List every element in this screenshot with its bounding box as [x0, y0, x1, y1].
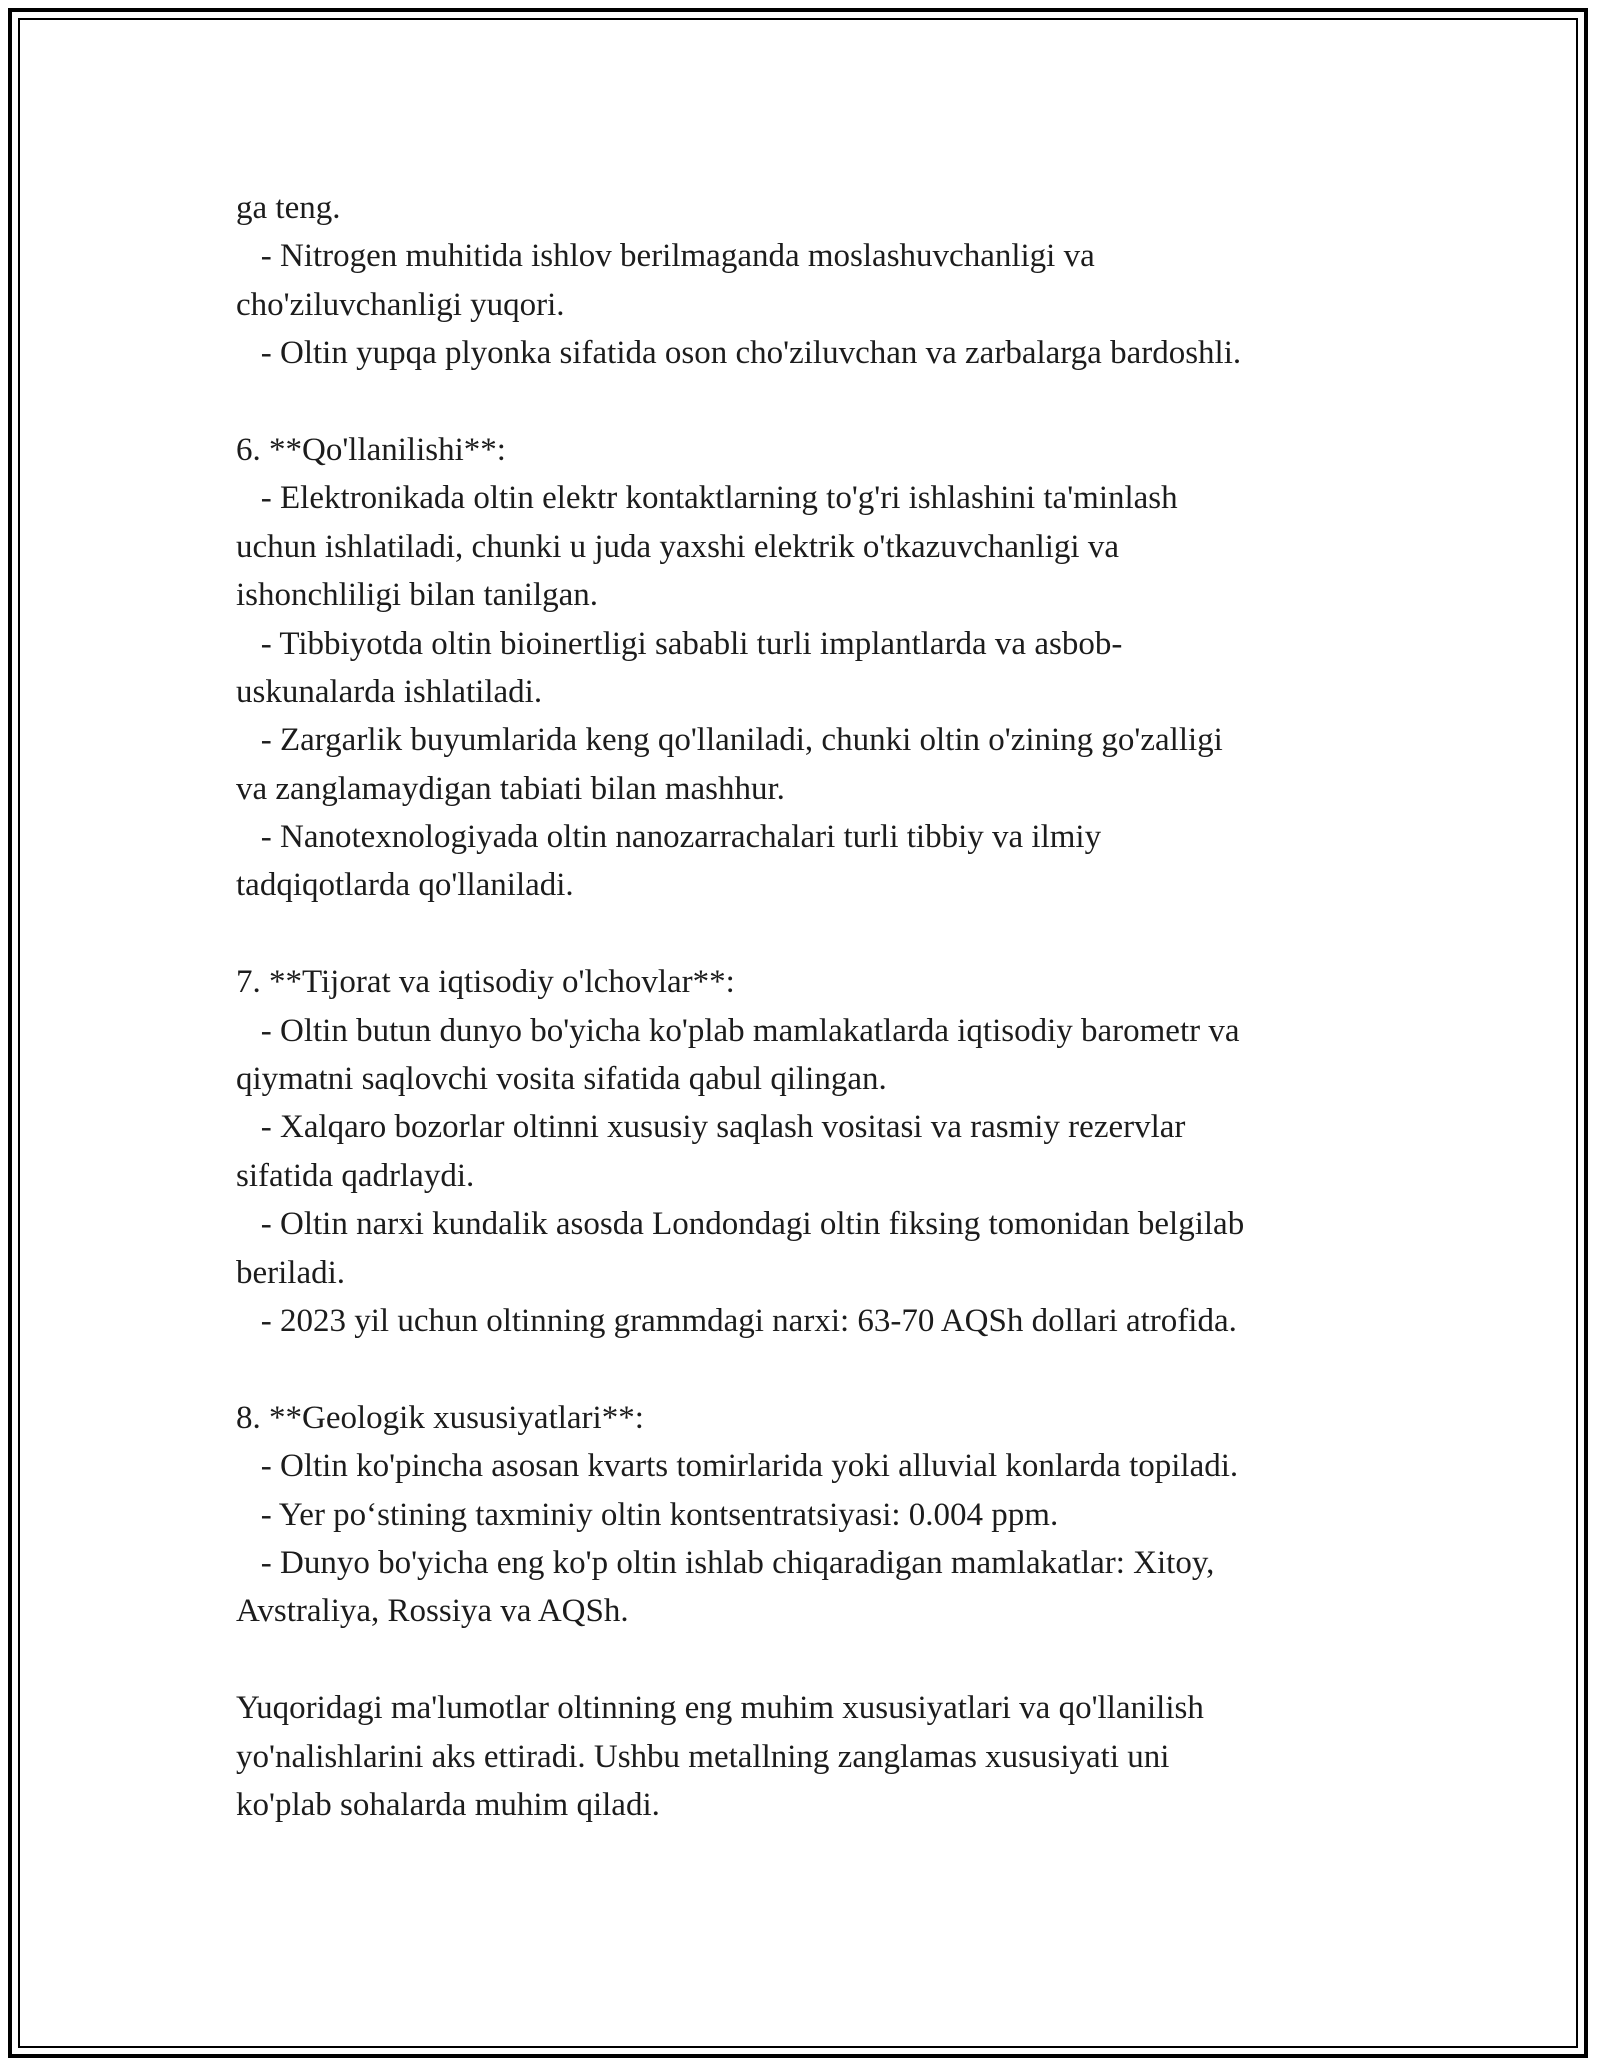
- text-line: - Oltin ko'pincha asosan kvarts tomirlarida yoki alluvial konlarda topiladi.: [236, 1448, 1239, 1485]
- text-line: sifatida qadrlaydi.: [236, 1157, 475, 1194]
- text-line: qiymatni saqlovchi vosita sifatida qabul qilingan.: [236, 1061, 887, 1098]
- text-line: - Nitrogen muhitida ishlov berilmaganda moslashuvchanligi va: [236, 238, 1095, 275]
- text-line: uskunalarda ishlatiladi.: [236, 673, 543, 710]
- summary-line: Yuqoridagi ma'lumotlar oltinning eng muhim xususiyatlari va qo'llanilish: [236, 1690, 1204, 1727]
- text-line: beriladi.: [236, 1254, 346, 1291]
- text-line: - 2023 yil uchun oltinning grammdagi narxi: 63-70 AQSh dollari atrofida.: [236, 1302, 1237, 1339]
- text-line: - Elektronikada oltin elektr kontaktlarning to'g'ri ishlashini ta'minlash: [236, 480, 1178, 517]
- text-line: - Oltin narxi kundalik asosda Londondagi oltin fiksing tomonidan belgilab: [236, 1206, 1245, 1243]
- summary-line: yo'nalishlarini aks ettiradi. Ushbu metallning zanglamas xususiyati uni: [236, 1738, 1170, 1775]
- text-line: cho'ziluvchanligi yuqori.: [236, 286, 565, 323]
- text-line: - Oltin yupqa plyonka sifatida oson cho'ziluvchan va zarbalarga bardoshli.: [236, 335, 1242, 372]
- document-body: [236, 184, 1376, 1829]
- text-line: tadqiqotlarda qo'llaniladi.: [236, 867, 574, 904]
- blank-line: [236, 378, 1376, 426]
- blank-line: [236, 910, 1376, 958]
- section-heading: 8. **Geologik xususiyatlari**:: [236, 1399, 644, 1436]
- text-line: - Yer po‘stining taxminiy oltin kontsentratsiyasi: 0.004 ppm.: [236, 1496, 1059, 1533]
- text-line: - Zargarlik buyumlarida keng qo'llaniladi, chunki oltin o'zining go'zalligi: [236, 722, 1223, 759]
- text-line: ishonchliligi bilan tanilgan.: [236, 577, 599, 614]
- section-heading: 7. **Tijorat va iqtisodiy o'lchovlar**:: [236, 964, 735, 1001]
- text-line: - Dunyo bo'yicha eng ko'p oltin ishlab chiqaradigan mamlakatlar: Xitoy,: [236, 1544, 1215, 1581]
- text-line: - Oltin butun dunyo bo'yicha ko'plab mamlakatlarda iqtisodiy barometr va: [236, 1012, 1240, 1049]
- blank-line: [236, 1636, 1376, 1684]
- text-line: va zanglamaydigan tabiati bilan mashhur.: [236, 770, 785, 807]
- text-line: - Tibbiyotda oltin bioinertligi sababli turli implantlarda va asbob-: [236, 625, 1123, 662]
- summary-line: ko'plab sohalarda muhim qiladi.: [236, 1786, 660, 1823]
- text-line: uchun ishlatiladi, chunki u juda yaxshi elektrik o'tkazuvchanligi va: [236, 528, 1119, 565]
- text-line: ga teng.: [236, 190, 341, 226]
- text-line: - Nanotexnologiyada oltin nanozarrachalari turli tibbiy va ilmiy: [236, 819, 1102, 856]
- text-line: Avstraliya, Rossiya va AQSh.: [236, 1593, 629, 1630]
- text-line: - Xalqaro bozorlar oltinni xususiy saqlash vositasi va rasmiy rezervlar: [236, 1109, 1186, 1146]
- blank-line: [236, 1345, 1376, 1393]
- section-heading: 6. **Qo'llanilishi**:: [236, 431, 506, 468]
